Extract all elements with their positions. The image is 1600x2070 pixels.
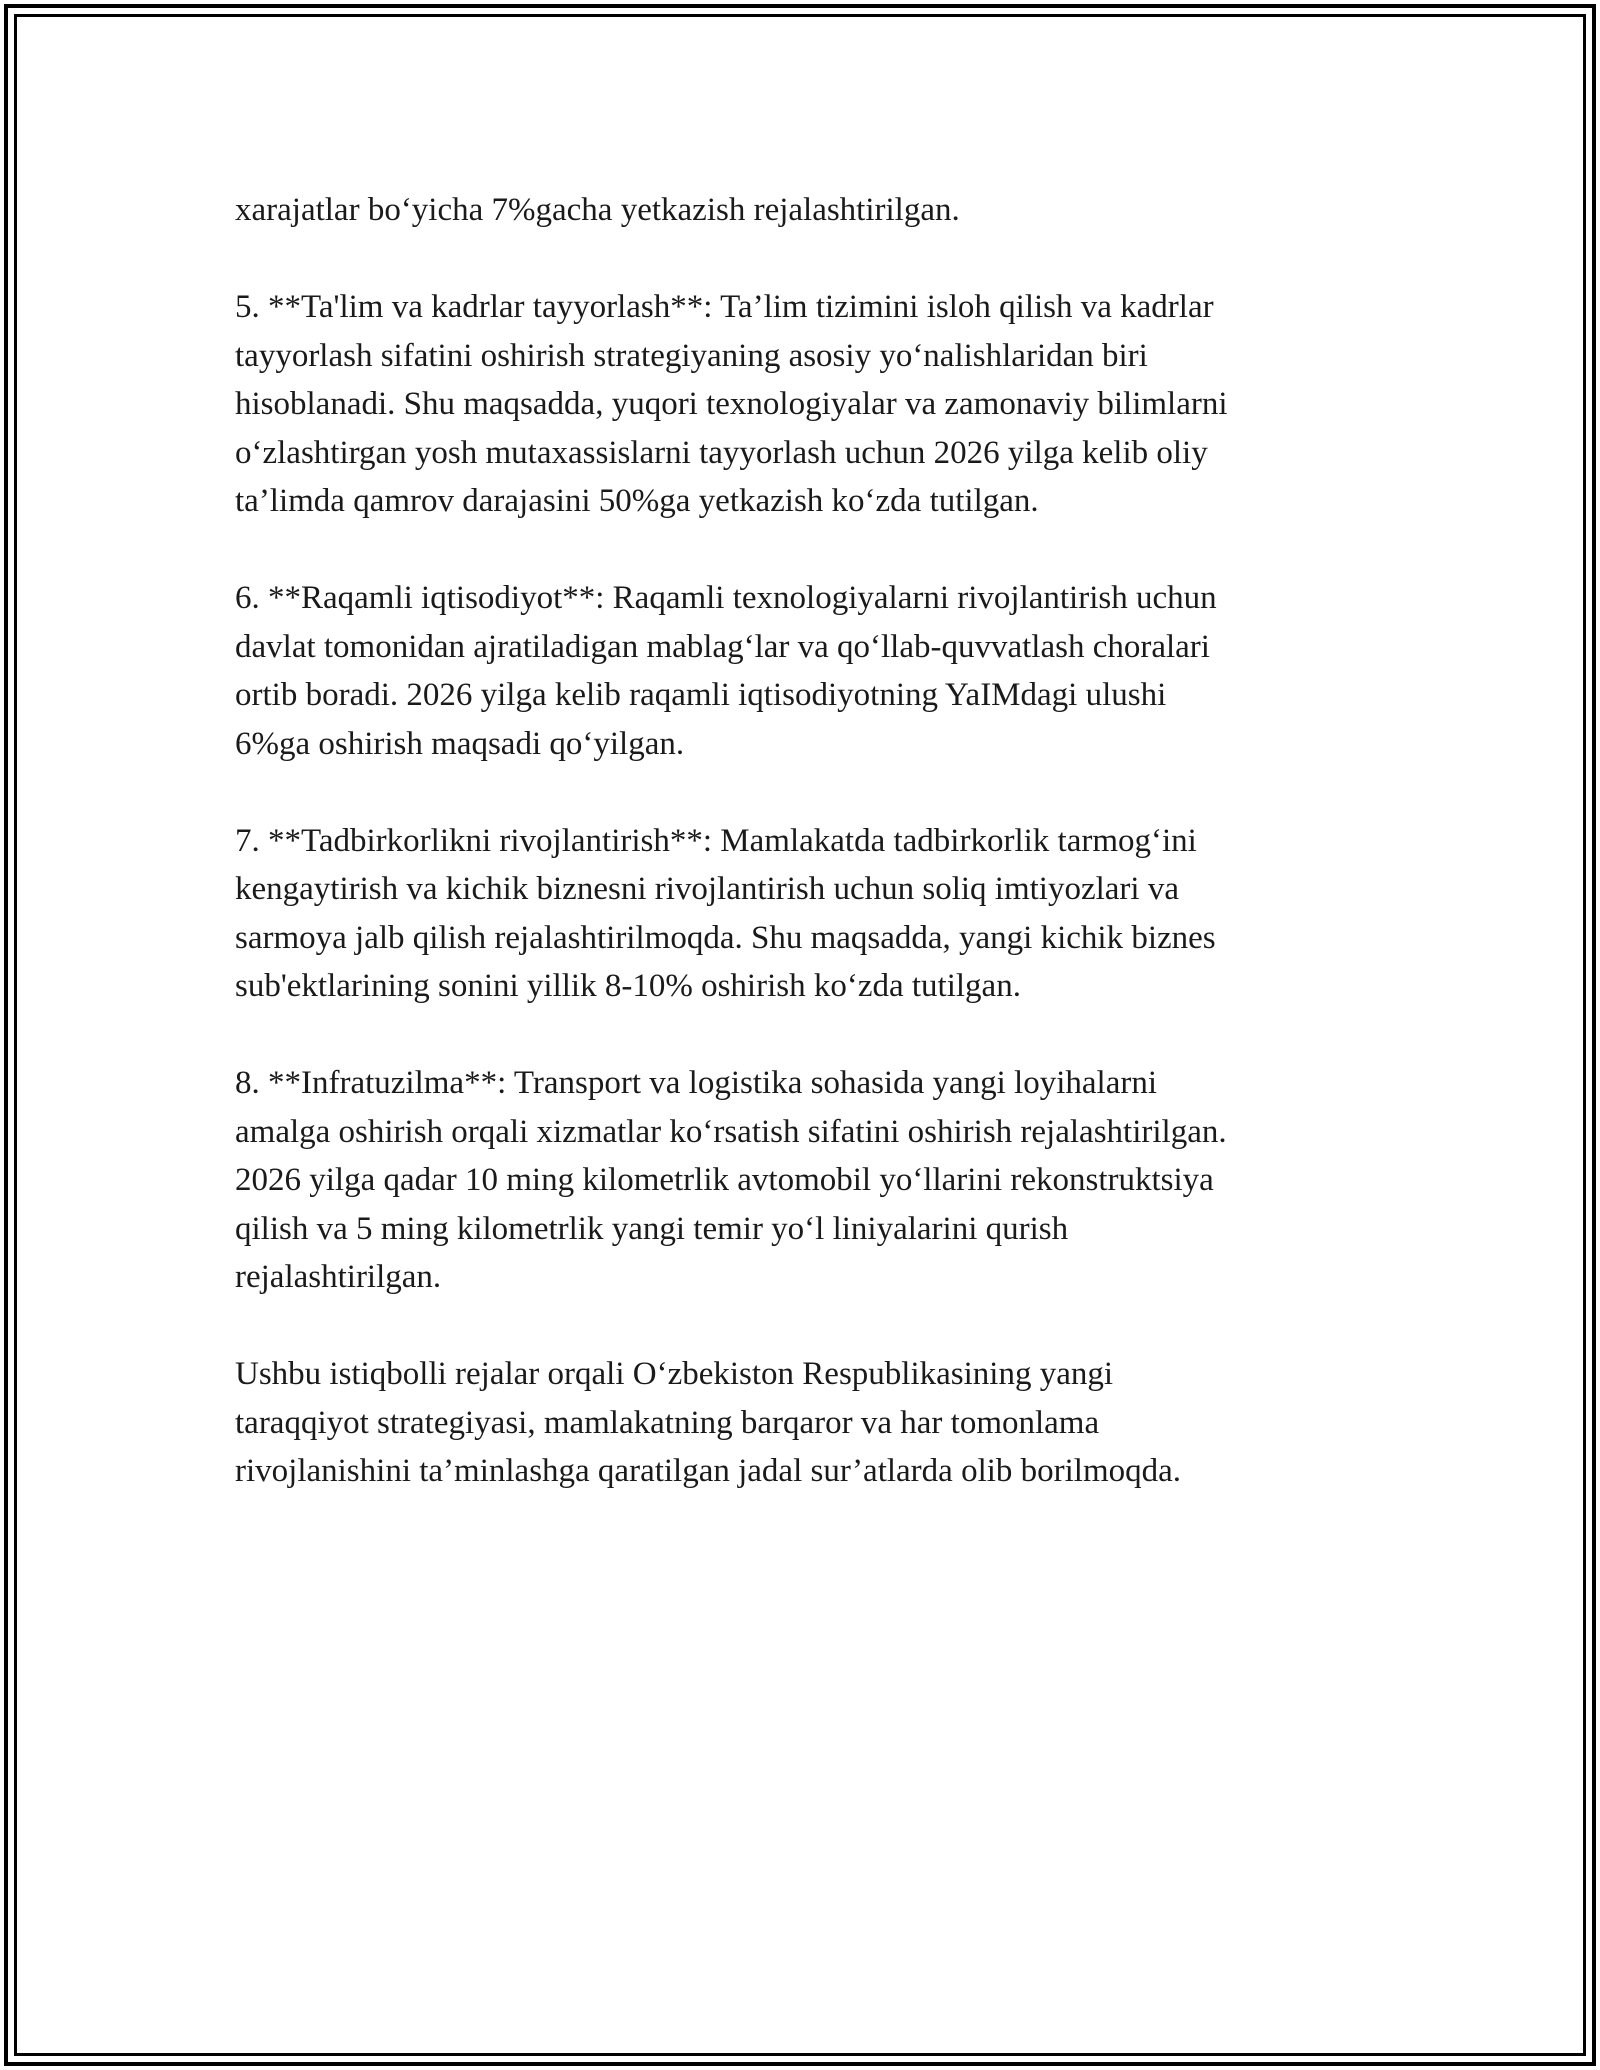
paragraph-infrastructure: 8. **Infratuzilma**: Transport va logistika sohasida yangi loyihalarni amalga oshirish orqali xizmatlar ko‘rsatish sifatini oshirish rejalashtirilgan. 2026 yilga qadar 10 ming kilometrlik avtomobil yo‘llarini rekonstruktsiya qilish va 5 ming kilometrlik yangi temir yo‘l liniyalarini qurish rejalashtirilgan. (235, 1065, 1227, 1295)
document-body (235, 186, 1365, 1544)
paragraph-entrepreneurship: 7. **Tadbirkorlikni rivojlantirish**: Mamlakatda tadbirkorlik tarmog‘ini kengaytirish va kichik biznesni rivojlantirish uchun soliq imtiyozlari va sarmoya jalb qilish rejalashtirilmoqda. Shu maqsadda, yangi kichik biznes sub'ektlarining sonini yillik 8-10% oshirish ko‘zda tutilgan. (235, 822, 1216, 1004)
paragraph-digital-economy: 6. **Raqamli iqtisodiyot**: Raqamli texnologiyalarni rivojlantirish uchun davlat tomonidan ajratiladigan mablag‘lar va qo‘llab-quvvatlash choralari ortib boradi. 2026 yilga kelib raqamli iqtisodiyotning YaIMdagi ulushi 6%ga oshirish maqsadi qo‘yilgan. (235, 580, 1217, 762)
paragraph-education: 5. **Ta'lim va kadrlar tayyorlash**: Ta’lim tizimini isloh qilish va kadrlar tayyorlash sifatini oshirish strategiyaning asosiy yo‘nalishlaridan biri hisoblanadi. Shu maqsadda, yuqori texnologiyalar va zamonaviy bilimlarni o‘zlashtirgan yosh mutaxassislarni tayyorlash uchun 2026 yilga kelib oliy ta’limda qamrov darajasini 50%ga yetkazish ko‘zda tutilgan. (235, 289, 1228, 519)
paragraph-conclusion: Ushbu istiqbolli rejalar orqali O‘zbekiston Respublikasining yangi taraqqiyot strategiyasi, mamlakatning barqaror va har tomonlama rivojlanishini ta’minlashga qaratilgan jadal sur’atlarda olib borilmoqda. (235, 1356, 1182, 1489)
paragraph-continuation: xarajatlar bo‘yicha 7%gacha yetkazish rejalashtirilgan. (235, 192, 960, 228)
